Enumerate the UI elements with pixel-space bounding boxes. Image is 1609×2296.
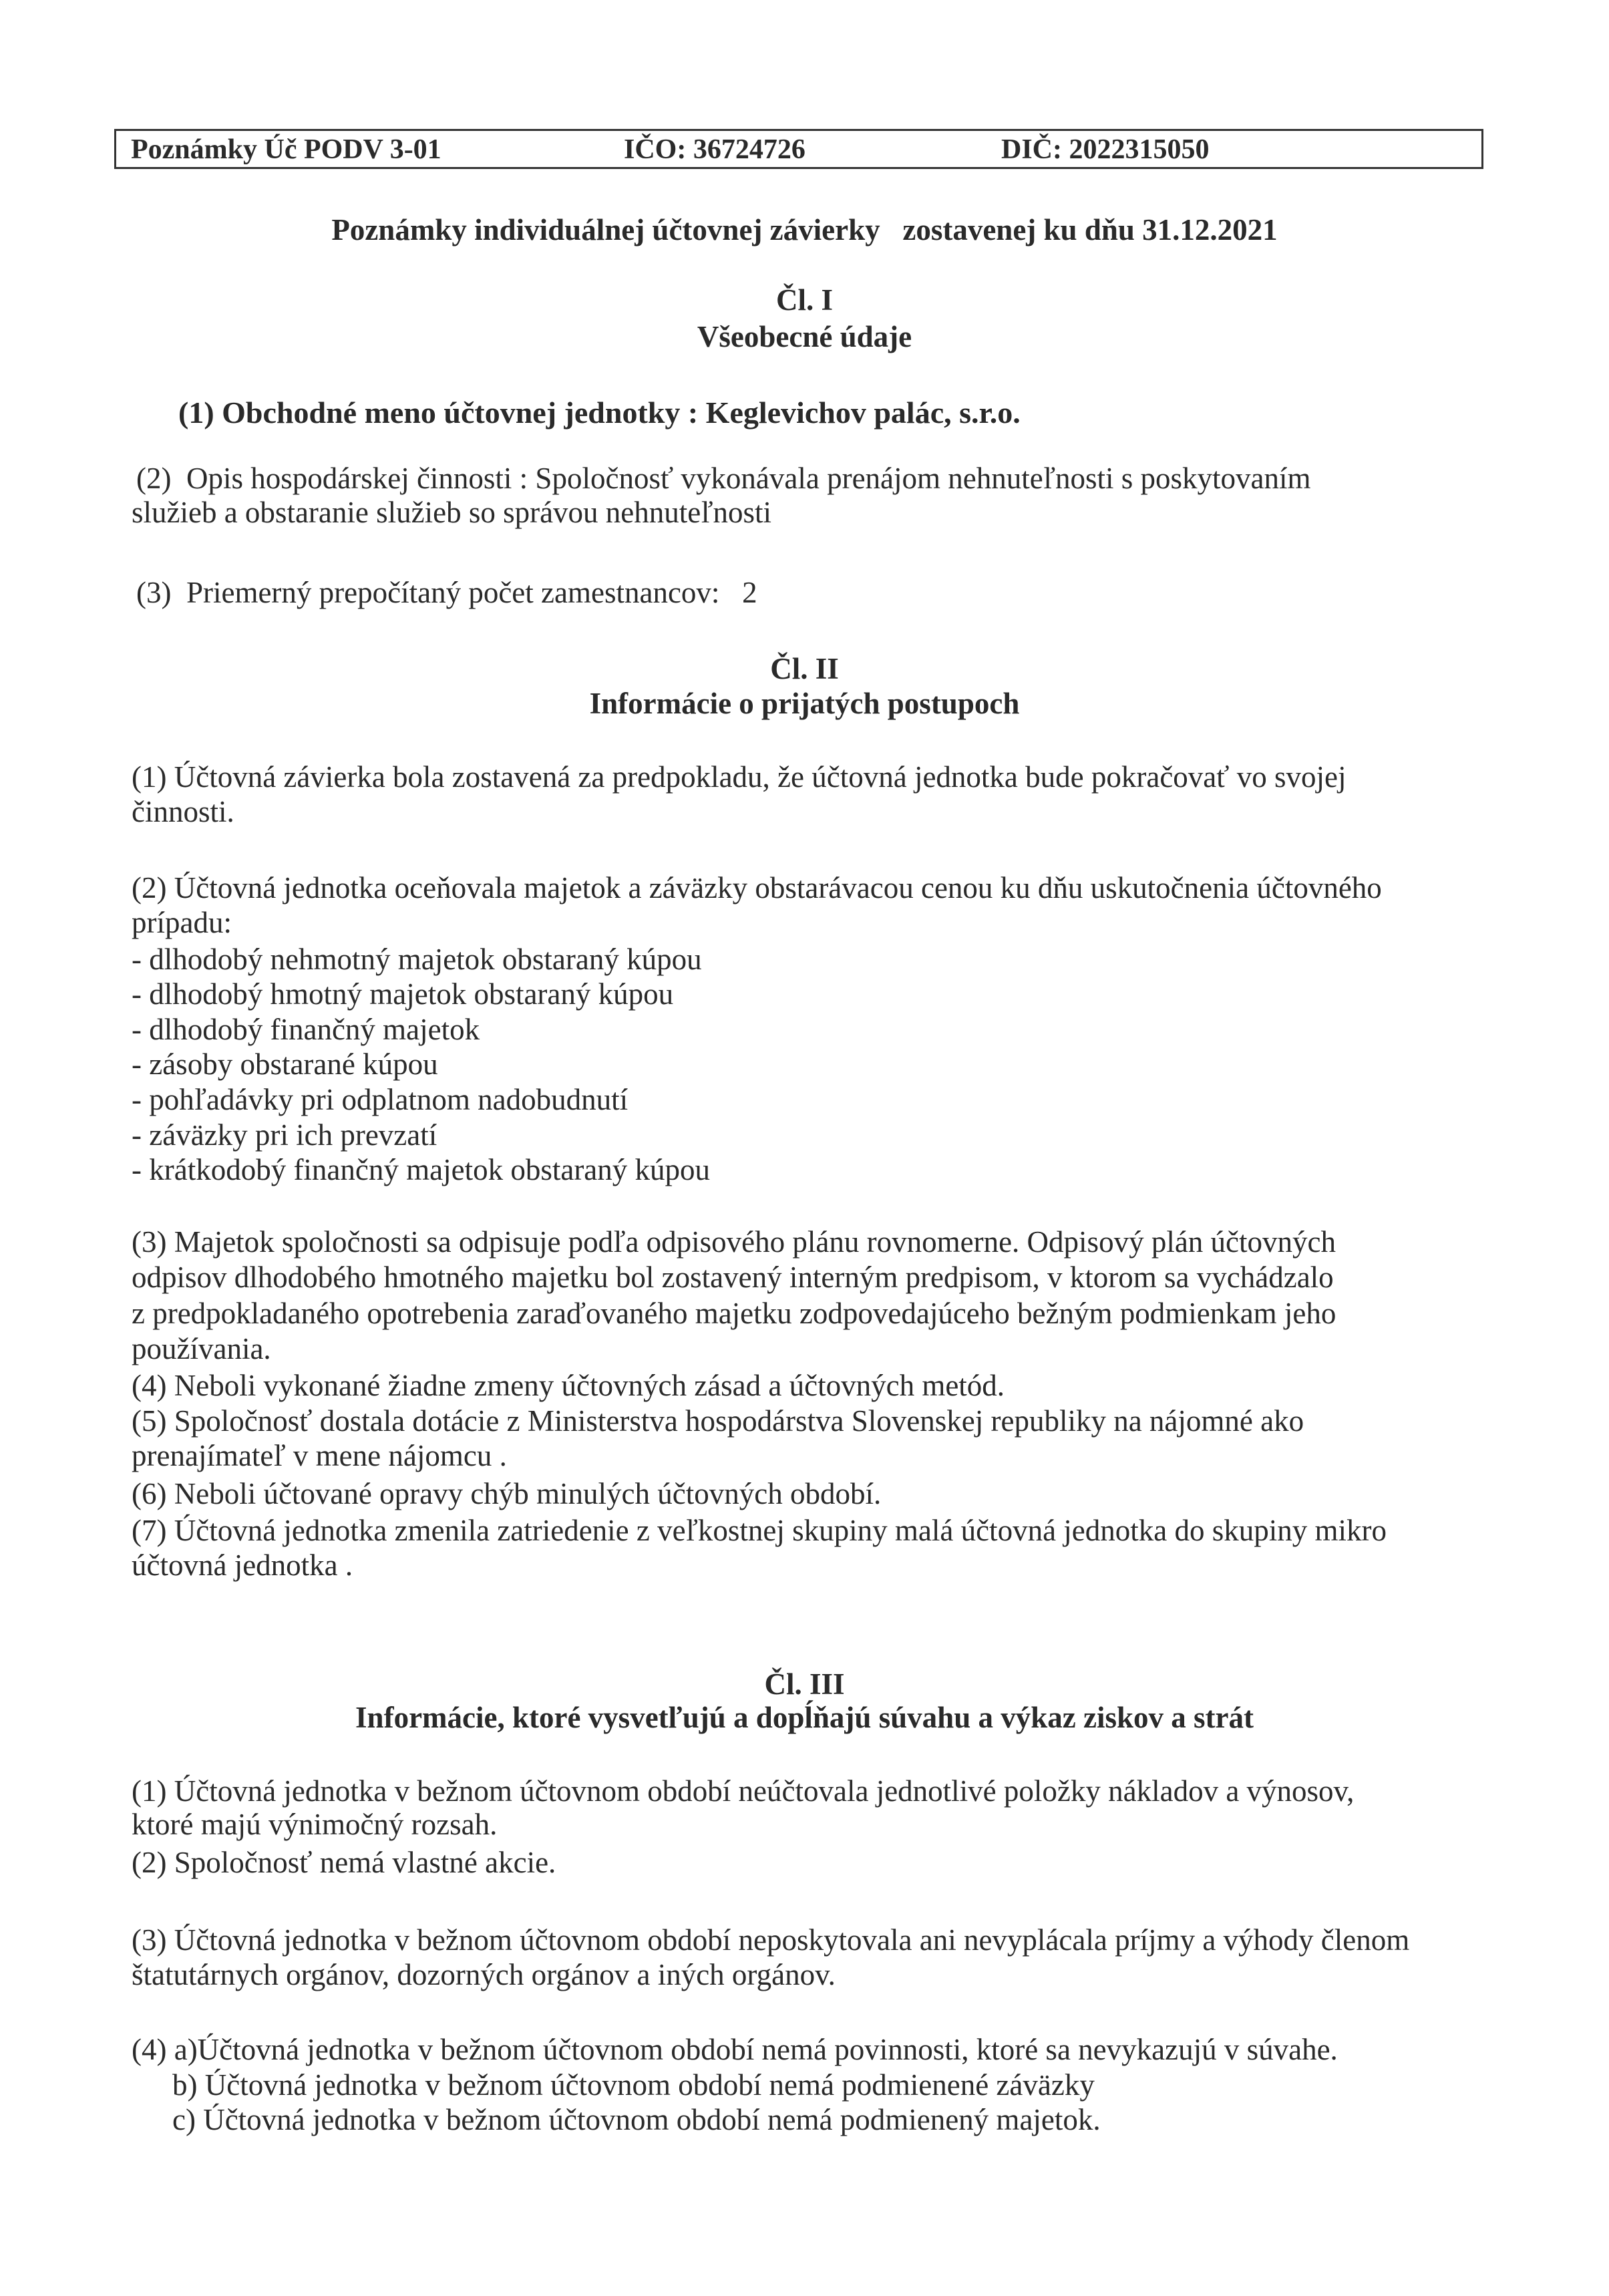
s2-text: (5) Spoločnosť dostala dotácie z Ministerstva hospodárstva Slovenskej republiky na nájomné ako: [132, 1404, 1304, 1438]
section-2-heading: Informácie o prijatých postupoch: [589, 687, 1020, 720]
s3-text: (1) Účtovná jednotka v bežnom účtovnom období neúčtovala jednotlivé položky nákladov a výnosov,: [132, 1774, 1355, 1808]
s2-text: (6) Neboli účtované opravy chýb minulých účtovných období.: [132, 1477, 882, 1510]
business-activity-cont: služieb a obstaranie služieb so správou nehnuteľnosti: [132, 496, 772, 529]
list-item: - krátkodobý finančný majetok obstaraný kúpou: [132, 1153, 711, 1186]
s2-text: (7) Účtovná jednotka zmenila zatriedenie z veľkostnej skupiny malá účtovná jednotka do skupiny mikro: [132, 1514, 1387, 1547]
s2-text: (2) Účtovná jednotka oceňovala majetok a záväzky obstarávacou cenou ku dňu uskutočnenia účtovného: [132, 871, 1382, 905]
s3-text: (3) Účtovná jednotka v bežnom účtovnom období neposkytovala ani nevyplácala príjmy a výhody členom: [132, 1923, 1410, 1957]
form-code: Poznámky Úč PODV 3-01: [131, 134, 441, 165]
section-2-number: Čl. II: [770, 652, 839, 685]
section-3-number: Čl. III: [764, 1667, 845, 1701]
s2-text: odpisov dlhodobého hmotného majetku bol zostavený interným predpisom, v ktorom sa vychádzalo: [132, 1261, 1334, 1294]
company-name: (1) Obchodné meno účtovnej jednotky : Keglevichov palác, s.r.o.: [178, 395, 1021, 430]
s3-text: štatutárnych orgánov, dozorných orgánov a iných orgánov.: [132, 1958, 836, 1991]
s2-text: prípadu:: [132, 906, 232, 939]
list-item: - pohľadávky pri odplatnom nadobudnutí: [132, 1083, 629, 1116]
s2-text: prenajímateľ v mene nájomcu .: [132, 1439, 507, 1472]
ico-number: IČO: 36724726: [624, 134, 806, 165]
document-header-box: [114, 129, 1483, 169]
list-item: - záväzky pri ich prevzatí: [132, 1118, 437, 1152]
s3-text: ktoré majú výnimočný rozsah.: [132, 1808, 498, 1841]
document-title: Poznámky individuálnej účtovnej závierky zostavenej ku dňu 31.12.2021: [331, 213, 1278, 247]
s2-text: účtovná jednotka .: [132, 1548, 353, 1582]
list-item: - dlhodobý hmotný majetok obstaraný kúpou: [132, 977, 674, 1011]
s2-text: činnosti.: [132, 795, 234, 828]
list-item: - zásoby obstarané kúpou: [132, 1047, 438, 1081]
s2-text: používania.: [132, 1332, 271, 1365]
s2-text: (3) Majetok spoločnosti sa odpisuje podľa odpisového plánu rovnomerne. Odpisový plán účtovných: [132, 1225, 1336, 1259]
s3-text: c) Účtovná jednotka v bežnom účtovnom období nemá podmienený majetok.: [172, 2103, 1101, 2136]
list-item: - dlhodobý nehmotný majetok obstaraný kúpou: [132, 943, 702, 976]
section-3-heading: Informácie, ktoré vysvetľujú a dopĺňajú súvahu a výkaz ziskov a strát: [355, 1701, 1254, 1734]
s2-text: (4) Neboli vykonané žiadne zmeny účtovných zásad a účtovných metód.: [132, 1369, 1005, 1402]
section-1-heading: Všeobecné údaje: [697, 320, 912, 353]
s2-text: z predpokladaného opotrebenia zaraďovaného majetku zodpovedajúceho bežným podmienkam jeho: [132, 1297, 1336, 1330]
employee-count: (3) Priemerný prepočítaný počet zamestnancov: 2: [136, 576, 757, 609]
section-1-number: Čl. I: [775, 283, 833, 317]
dic-number: DIČ: 2022315050: [1001, 134, 1210, 165]
s3-text: (4) a)Účtovná jednotka v bežnom účtovnom období nemá povinnosti, ktoré sa nevykazujú v súvahe.: [132, 2033, 1338, 2066]
s2-text: (1) Účtovná závierka bola zostavená za predpokladu, že účtovná jednotka bude pokračovať vo svojej: [132, 760, 1347, 794]
s3-text: (2) Spoločnosť nemá vlastné akcie.: [132, 1846, 556, 1879]
s3-text: b) Účtovná jednotka v bežnom účtovnom období nemá podmienené záväzky: [172, 2068, 1095, 2102]
business-activity: (2) Opis hospodárskej činnosti : Spoločnosť vykonávala prenájom nehnuteľnosti s poskytovaním: [136, 462, 1311, 495]
list-item: - dlhodobý finančný majetok: [132, 1013, 480, 1046]
